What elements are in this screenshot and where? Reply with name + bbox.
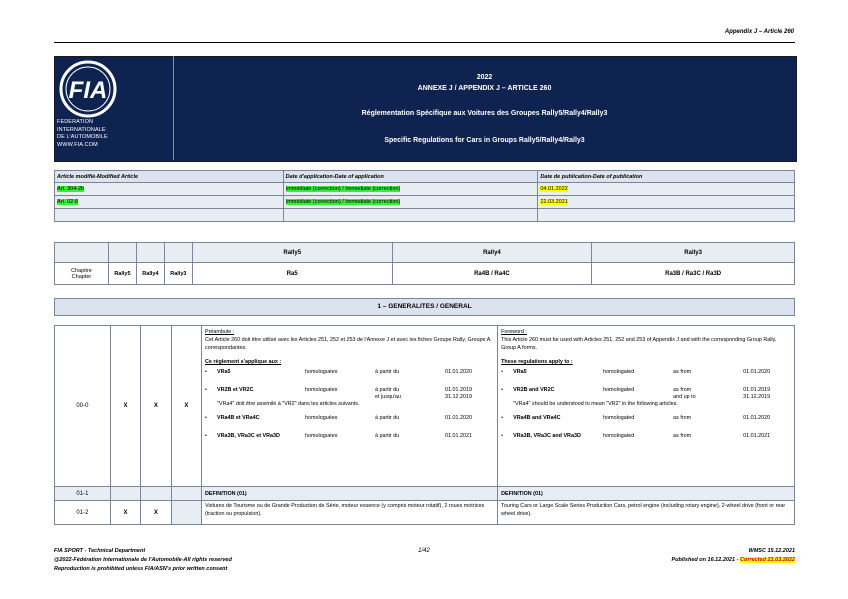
group-header: Rally5 <box>192 243 392 263</box>
article-text-fr <box>202 326 498 487</box>
applies-mark: X <box>141 326 171 487</box>
homologation-list: • VRa5 homologuées à partir du 01.01.2020 • VR2B et VR2C homologuées à partir du et jusqu'au 01.01.2019 31.12.2019 "VRa4" doit être assimilé à "VR2" dans les articles suivants. • VRa4B et VRa4C homologuées à partir du 01.01.2020 • VRa3B, VRa3C et VRa3D homologuées à partir du 01.01.2021 <box>205 369 494 440</box>
mod-cell <box>538 196 795 209</box>
group-header: Rally4 <box>392 243 592 263</box>
mod-cell <box>538 183 795 196</box>
applies-mark: X <box>110 501 140 525</box>
mod-cell <box>283 196 538 209</box>
applies-title: Ce règlement s'applique aux : <box>205 359 282 365</box>
column-rally5: Rally5 <box>108 263 136 285</box>
preamble-title: Préambule : <box>205 329 235 335</box>
article-text-en <box>498 326 795 487</box>
column-rally4: Rally4 <box>136 263 164 285</box>
applies-mark: X <box>171 326 201 487</box>
fia-logo-icon <box>57 60 119 118</box>
foreword-title: Foreword : <box>501 329 527 335</box>
class-label: Ra5 <box>192 263 392 285</box>
class-label: Ra3B / Ra3C / Ra3D <box>592 263 795 285</box>
mod-header: Date de publication-Date of publication <box>538 171 795 183</box>
federation-name <box>57 119 108 149</box>
footer-copyright: @2022-Fédération Internationale de l'Automobile-All rights reserved <box>54 557 232 563</box>
banner-annex: ANNEXE J / APPENDIX J – ARTICLE 260 <box>417 85 552 92</box>
rally-groups-table <box>54 242 795 285</box>
section-title: 1 – GENERALITES / GENERAL <box>54 298 795 316</box>
running-title: Appendix J – Article 260 <box>724 29 794 35</box>
footer-department: FIA SPORT - Technical Department <box>54 548 146 554</box>
vra4-note: "VRa4" should be understood to mean "VR2" in the following articles. <box>513 401 678 407</box>
article-number: 00-0 <box>55 326 111 487</box>
fed-line: INTERNATIONALE <box>57 126 106 133</box>
applies-mark: X <box>110 326 140 487</box>
column-rally3: Rally3 <box>164 263 192 285</box>
svg-text:FIA: FIA <box>68 77 108 104</box>
definition-title-en: DEFINITION (01) <box>498 487 795 501</box>
fed-line: FEDERATION <box>57 119 94 125</box>
mod-header: Article modifié-Modified Article <box>55 171 284 183</box>
title-banner <box>54 56 797 162</box>
banner-divider <box>173 56 174 160</box>
fed-line: WWW.FIA.COM <box>57 141 98 148</box>
modifications-table <box>54 170 795 222</box>
corrected-date: Corrected 21.03.2022 <box>739 557 795 563</box>
applies-mark: X <box>141 501 171 525</box>
banner-title-fr: Réglementation Spécifique aux Voitures des Groupes Rally5/Rally4/Rally3 <box>361 110 608 117</box>
chapter-label: Chapitre Chapter <box>55 263 109 285</box>
banner-year: 2022 <box>476 74 493 81</box>
vra4-note: "VRa4" doit être assimilé à "VR2" dans les articles suivants. <box>217 401 360 407</box>
definition-text-en: Touring Cars or Large Scale Series Production Cars, petrol engine (including rotary engine), 2-wheel drive (front or rear wheel drive). <box>498 501 795 525</box>
homologation-list: • VRa5 homologated as from 01.01.2020 • VR2B and VR2C homologated as from and up to 01.01.2019 31.12.2019 "VRa4" should be understood to mean "VR2" in the following articles. • VRa4B and VRa4C homologated as from 01.01.2020 • VRa3B, VRa3C and VRa3D homologated as from 01.01.2021 <box>501 369 791 440</box>
preamble-text: Cet Article 260 doit être utilisé avec les Articles 251, 252 et 253 de l'Annexe J et avec les fiches Groupe Rally, Groupe A correspondantes. <box>205 337 491 351</box>
mod-application: Immédiate (correction) / Immediate (correction) <box>285 186 401 192</box>
mod-cell <box>55 196 284 209</box>
mod-cell <box>55 183 284 196</box>
group-header: Rally3 <box>592 243 795 263</box>
footer-reproduction: Reproduction is prohibited unless FIA/ASN's prior written consent <box>54 566 228 572</box>
article-number: 01-1 <box>55 487 111 501</box>
articles-table <box>54 325 795 525</box>
banner-title-en: Specific Regulations for Cars in Groups Rally5/Rally4/Rally3 <box>384 137 585 144</box>
mod-application: Immédiate (correction) / Immediate (correction) <box>285 199 401 205</box>
mod-article: Art. 02-8 <box>57 199 79 205</box>
footer-wmsc: WMSC 15.12.2021 <box>748 548 795 554</box>
definition-text-fr: Voitures de Tourisme ou de Grande Production de Série, moteur essence (y compris moteur rotatif), 2 roues motrices (traction ou propulsion). <box>202 501 498 525</box>
header-rule <box>54 42 795 43</box>
mod-header: Date d'application-Date of application <box>283 171 538 183</box>
fed-line: DE L'AUTOMOBILE <box>57 134 108 140</box>
footer-published: Published on 16.12.2021 - Corrected 21.03.2022 <box>671 557 795 563</box>
foreword-text: This Article 260 must be used with Articles 251, 252 and 253 of Appendix J and with the corresponding Group Rally, Group A forms. <box>501 337 777 351</box>
mod-article: Art. 304-2b <box>57 186 85 192</box>
mod-publication: 22.03.2021 <box>540 199 568 205</box>
applies-title: These regulations apply to : <box>501 359 573 365</box>
article-number: 01-2 <box>55 501 111 525</box>
page-number: 1/42 <box>418 548 430 554</box>
definition-title-fr: DEFINITION (01) <box>202 487 498 501</box>
mod-publication: 04.01.2022 <box>540 186 568 192</box>
mod-cell <box>283 183 538 196</box>
class-label: Ra4B / Ra4C <box>392 263 592 285</box>
